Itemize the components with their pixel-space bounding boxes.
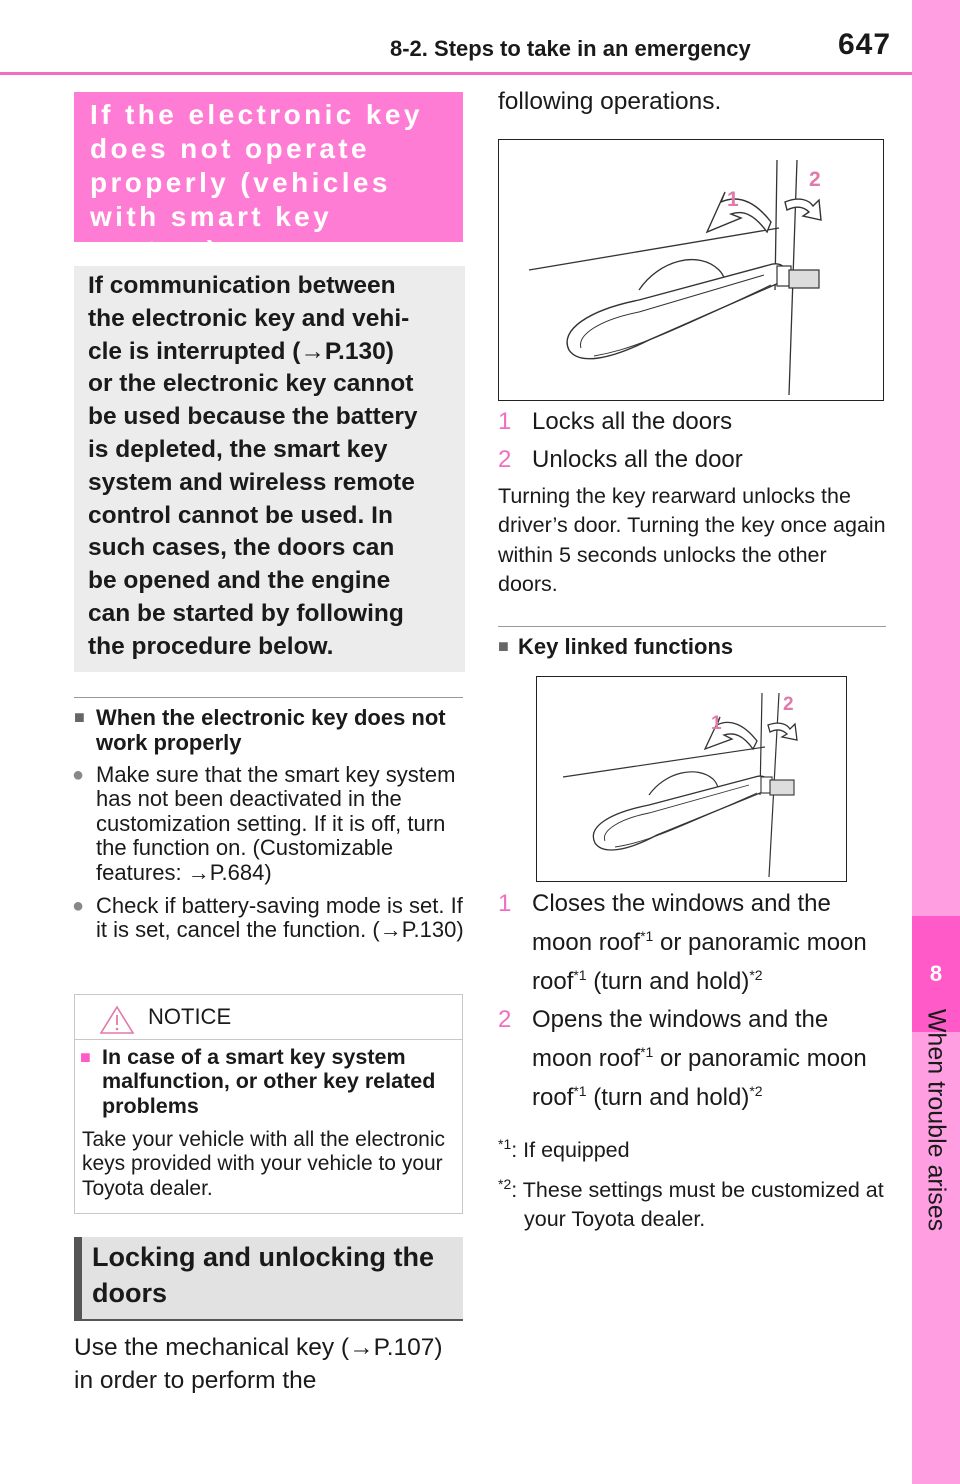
intro-line: control cannot be used. In	[88, 501, 393, 529]
arrow-left-icon	[707, 192, 771, 232]
footnote-mark: *1	[573, 1083, 587, 1099]
notice-subheading	[80, 1045, 452, 1118]
running-header: 8-2. Steps to take in an emergency	[390, 36, 751, 61]
footnote-mark: *2	[749, 967, 763, 983]
footnote-mark: *1	[640, 1044, 654, 1060]
step-item	[498, 402, 888, 441]
subheading	[74, 705, 454, 755]
intro-line: be opened and the engine	[88, 567, 391, 595]
intro-line: can be started by following	[88, 599, 404, 627]
divider	[74, 697, 463, 698]
step-text: Locks all the doors	[532, 408, 733, 435]
door-handle-illustration	[499, 140, 882, 399]
footnote-mark: *1	[498, 1135, 512, 1152]
footnote	[498, 1136, 886, 1165]
square-bullet-icon: ■	[74, 707, 85, 727]
circle-bullet-icon: ●	[72, 895, 85, 917]
callout-number: 2	[783, 694, 794, 715]
subheading-text: Key linked functions	[518, 634, 734, 659]
intro-line: is depleted, the smart key	[88, 435, 388, 463]
step-item	[498, 884, 893, 1001]
callout-number: 1	[711, 713, 722, 734]
footnote-mark: *1	[573, 967, 587, 983]
footnote-mark: *1	[640, 928, 654, 944]
step-text	[532, 1000, 892, 1117]
intro-line: system and wireless remote	[88, 468, 415, 496]
callout-number: 2	[809, 168, 821, 191]
list-item	[72, 893, 466, 943]
door-handle-figure-2	[536, 676, 847, 882]
intro-line: the electronic key and vehi-	[88, 304, 410, 332]
footnote-text: : If equipped	[511, 1138, 630, 1162]
list-item-text: Check if battery-saving mode is set. If it is set, cancel the function. (→P.130)	[96, 893, 464, 943]
door-handle-figure-1	[498, 139, 884, 401]
step-number: 2	[498, 1006, 512, 1033]
footnote-mark: *2	[749, 1083, 763, 1099]
note-text: Turning the key rearward unlocks the driver’s door. Turning the key once again within 5 seconds unlocks the other doors.	[498, 484, 886, 596]
intro-line: cle is interrupted (→P.130)	[88, 337, 394, 365]
step-line-text: roof	[532, 968, 574, 995]
step-number: 2	[498, 446, 512, 473]
section-title: If the electronic key does not operate properly (vehicles with smart key system)	[74, 92, 463, 242]
footnote-text: : These settings must be customized at your Toyota dealer.	[511, 1178, 884, 1232]
footnote-mark: *2	[498, 1175, 512, 1192]
step-item	[498, 440, 888, 479]
step-line: Opens the windows and the	[532, 1006, 829, 1033]
intro-box	[74, 266, 465, 672]
step-line-text: moon roof	[532, 1045, 641, 1072]
step-number: 1	[498, 890, 512, 917]
square-bullet-icon: ■	[498, 636, 509, 656]
door-handle-illustration	[537, 677, 845, 880]
notice-label: NOTICE	[148, 1004, 232, 1029]
divider	[498, 626, 886, 627]
arrow-right-icon	[785, 199, 821, 220]
step-line	[532, 1039, 892, 1078]
step-line-text: or panoramic moon	[653, 929, 867, 956]
step-line	[532, 1078, 892, 1117]
notice-body: Take your vehicle with all the electronic keys provided with your vehicle to your Toyota dealer.	[82, 1128, 446, 1200]
list-item	[72, 762, 466, 885]
step-line-text: roof	[532, 1084, 574, 1111]
footnote	[498, 1176, 886, 1235]
notice-subheading-text: In case of a smart key system malfunction, or other key related problems	[102, 1045, 436, 1118]
section2-body: Use the mechanical key (→P.107) in order to perform the	[74, 1334, 443, 1394]
circle-bullet-icon: ●	[72, 764, 85, 786]
step-line-text: (turn and hold)	[586, 968, 750, 995]
intro-line: be used because the battery	[88, 403, 418, 431]
arrow-right-icon	[768, 723, 797, 740]
list-item-text: Make sure that the smart key system has not been deactivated in the customization setting. If it is off, turn the function on. (Customizable features: →P.684)	[96, 762, 456, 885]
step-line	[532, 962, 892, 1001]
step-line-text: or panoramic moon	[653, 1045, 867, 1072]
notice-divider	[75, 1039, 462, 1040]
step-line: Closes the windows and the	[532, 890, 831, 917]
header-rule	[0, 72, 912, 75]
intro-line: If communication between	[88, 272, 396, 299]
subheading-text: When the electronic key does not work properly	[96, 705, 446, 755]
intro-line: or the electronic key cannot	[88, 370, 414, 398]
step-number: 1	[498, 408, 512, 435]
step-text: Unlocks all the door	[532, 446, 743, 473]
warning-triangle-icon	[99, 1005, 135, 1035]
section2-title: Locking and unlocking the doors	[74, 1237, 463, 1321]
continuation-text: following operations.	[498, 88, 722, 115]
intro-line: such cases, the doors can	[88, 534, 395, 562]
square-bullet-icon: ■	[80, 1047, 91, 1067]
step-text	[532, 884, 892, 1001]
step-line	[532, 923, 892, 962]
intro-line: the procedure below.	[88, 632, 334, 660]
page-number: 647	[838, 28, 892, 61]
step-line-text: (turn and hold)	[586, 1084, 750, 1111]
step-item	[498, 1000, 893, 1117]
chapter-number: 8	[912, 916, 960, 1032]
callout-number: 1	[727, 188, 739, 211]
step-line-text: moon roof	[532, 929, 641, 956]
subheading	[498, 634, 878, 659]
chapter-title: When trouble arises	[922, 1008, 951, 1232]
chapter-side-tab	[912, 0, 960, 1484]
